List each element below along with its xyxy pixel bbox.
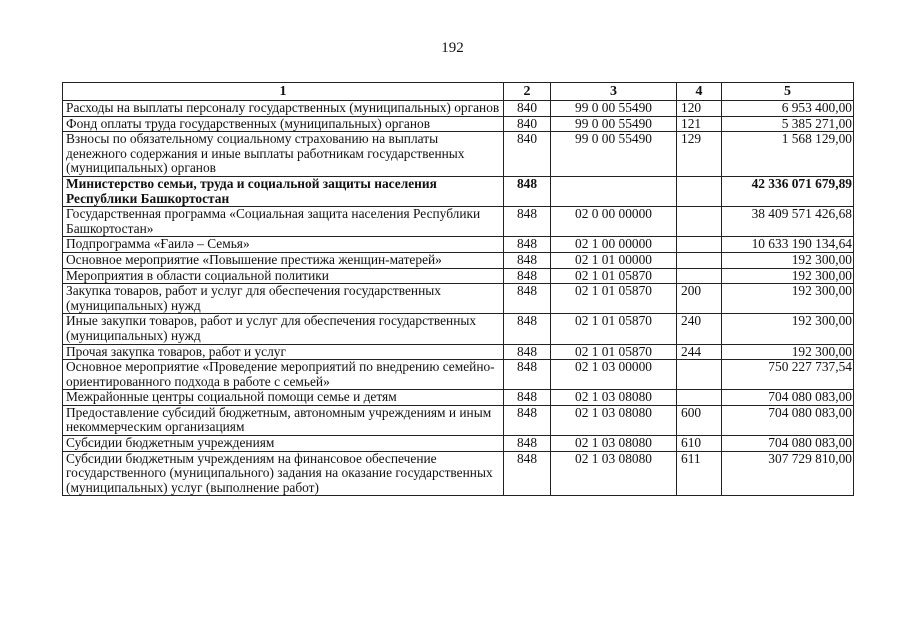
cell-name: Фонд оплаты труда государственных (муниципальных) органов xyxy=(63,116,504,132)
cell-target-article: 02 1 03 00000 xyxy=(551,360,677,390)
cell-ved-code: 848 xyxy=(504,176,551,206)
table-row xyxy=(63,360,854,390)
table-row xyxy=(63,451,854,496)
cell-target-article: 02 0 00 00000 xyxy=(551,207,677,237)
header-col-2: 2 xyxy=(504,83,551,101)
cell-expense-type xyxy=(677,360,722,390)
cell-name: Мероприятия в области социальной политики xyxy=(63,268,504,284)
cell-amount: 38 409 571 426,68 xyxy=(722,207,854,237)
cell-amount: 10 633 190 134,64 xyxy=(722,237,854,253)
cell-expense-type: 129 xyxy=(677,132,722,177)
cell-amount: 1 568 129,00 xyxy=(722,132,854,177)
cell-target-article: 99 0 00 55490 xyxy=(551,101,677,117)
cell-ved-code: 848 xyxy=(504,268,551,284)
cell-ved-code: 840 xyxy=(504,101,551,117)
cell-name: Министерство семьи, труда и социальной защиты населения Республики Башкортостан xyxy=(63,176,504,206)
table-row xyxy=(63,405,854,435)
cell-target-article: 02 1 03 08080 xyxy=(551,405,677,435)
cell-amount: 5 385 271,00 xyxy=(722,116,854,132)
cell-amount: 192 300,00 xyxy=(722,268,854,284)
cell-expense-type xyxy=(677,268,722,284)
table-row xyxy=(63,390,854,406)
cell-expense-type: 610 xyxy=(677,436,722,452)
cell-amount: 704 080 083,00 xyxy=(722,390,854,406)
cell-expense-type xyxy=(677,390,722,406)
cell-name: Субсидии бюджетным учреждениям xyxy=(63,436,504,452)
cell-ved-code: 840 xyxy=(504,116,551,132)
cell-name: Иные закупки товаров, работ и услуг для обеспечения государственных (муниципальных) нужд xyxy=(63,314,504,344)
table-header-row xyxy=(63,83,854,101)
cell-amount: 192 300,00 xyxy=(722,252,854,268)
cell-amount: 704 080 083,00 xyxy=(722,436,854,452)
cell-name: Предоставление субсидий бюджетным, автономным учреждениям и иным некоммерческим организациям xyxy=(63,405,504,435)
table-row xyxy=(63,252,854,268)
cell-ved-code: 848 xyxy=(504,360,551,390)
cell-target-article: 02 1 01 05870 xyxy=(551,284,677,314)
cell-expense-type xyxy=(677,252,722,268)
cell-ved-code: 848 xyxy=(504,390,551,406)
cell-amount: 192 300,00 xyxy=(722,314,854,344)
cell-expense-type xyxy=(677,176,722,206)
cell-name: Подпрограмма «Ғаилә – Семья» xyxy=(63,237,504,253)
cell-ved-code: 848 xyxy=(504,207,551,237)
table-row xyxy=(63,436,854,452)
cell-expense-type: 120 xyxy=(677,101,722,117)
cell-expense-type: 611 xyxy=(677,451,722,496)
header-col-5: 5 xyxy=(722,83,854,101)
cell-amount: 192 300,00 xyxy=(722,344,854,360)
cell-amount: 6 953 400,00 xyxy=(722,101,854,117)
cell-expense-type xyxy=(677,237,722,253)
cell-target-article: 02 1 01 05870 xyxy=(551,268,677,284)
cell-ved-code: 848 xyxy=(504,405,551,435)
cell-name: Расходы на выплаты персоналу государственных (муниципальных) органов xyxy=(63,101,504,117)
table-row xyxy=(63,207,854,237)
cell-ved-code: 848 xyxy=(504,451,551,496)
cell-target-article: 02 1 01 05870 xyxy=(551,314,677,344)
cell-target-article: 02 1 01 05870 xyxy=(551,344,677,360)
cell-expense-type: 121 xyxy=(677,116,722,132)
table-row xyxy=(63,132,854,177)
cell-expense-type: 200 xyxy=(677,284,722,314)
cell-name: Взносы по обязательному социальному страхованию на выплаты денежного содержания и иные выплаты работникам государственных (муниципальных) органов xyxy=(63,132,504,177)
header-col-1: 1 xyxy=(63,83,504,101)
cell-expense-type: 244 xyxy=(677,344,722,360)
cell-ved-code: 840 xyxy=(504,132,551,177)
cell-ved-code: 848 xyxy=(504,252,551,268)
cell-ved-code: 848 xyxy=(504,237,551,253)
cell-target-article: 99 0 00 55490 xyxy=(551,132,677,177)
page-number: 192 xyxy=(441,40,464,56)
cell-target-article: 02 1 01 00000 xyxy=(551,252,677,268)
cell-target-article: 02 1 03 08080 xyxy=(551,390,677,406)
cell-amount: 307 729 810,00 xyxy=(722,451,854,496)
cell-expense-type: 600 xyxy=(677,405,722,435)
budget-table xyxy=(62,82,854,496)
table-row xyxy=(63,101,854,117)
table-row xyxy=(63,314,854,344)
cell-name: Субсидии бюджетным учреждениям на финансовое обеспечение государственного (муниципального) задания на оказание государственных (муниципальных) услуг (выполнение работ) xyxy=(63,451,504,496)
table-row xyxy=(63,344,854,360)
cell-amount: 192 300,00 xyxy=(722,284,854,314)
cell-expense-type: 240 xyxy=(677,314,722,344)
cell-name: Основное мероприятие «Проведение мероприятий по внедрению семейно-ориентированного подхода в работе с семьей» xyxy=(63,360,504,390)
cell-ved-code: 848 xyxy=(504,436,551,452)
cell-name: Прочая закупка товаров, работ и услуг xyxy=(63,344,504,360)
cell-target-article xyxy=(551,176,677,206)
header-col-3: 3 xyxy=(551,83,677,101)
table-row xyxy=(63,237,854,253)
cell-ved-code: 848 xyxy=(504,284,551,314)
table-row xyxy=(63,284,854,314)
cell-target-article: 02 1 03 08080 xyxy=(551,436,677,452)
cell-expense-type xyxy=(677,207,722,237)
cell-ved-code: 848 xyxy=(504,344,551,360)
cell-name: Межрайонные центры социальной помощи семье и детям xyxy=(63,390,504,406)
header-col-4: 4 xyxy=(677,83,722,101)
cell-name: Основное мероприятие «Повышение престижа женщин-матерей» xyxy=(63,252,504,268)
cell-target-article: 02 1 00 00000 xyxy=(551,237,677,253)
cell-target-article: 02 1 03 08080 xyxy=(551,451,677,496)
table-row xyxy=(63,116,854,132)
cell-name: Государственная программа «Социальная защита населения Республики Башкортостан» xyxy=(63,207,504,237)
cell-amount: 42 336 071 679,89 xyxy=(722,176,854,206)
table-row xyxy=(63,176,854,206)
table-row xyxy=(63,268,854,284)
cell-amount: 750 227 737,54 xyxy=(722,360,854,390)
cell-amount: 704 080 083,00 xyxy=(722,405,854,435)
cell-name: Закупка товаров, работ и услуг для обеспечения государственных (муниципальных) нужд xyxy=(63,284,504,314)
cell-ved-code: 848 xyxy=(504,314,551,344)
cell-target-article: 99 0 00 55490 xyxy=(551,116,677,132)
